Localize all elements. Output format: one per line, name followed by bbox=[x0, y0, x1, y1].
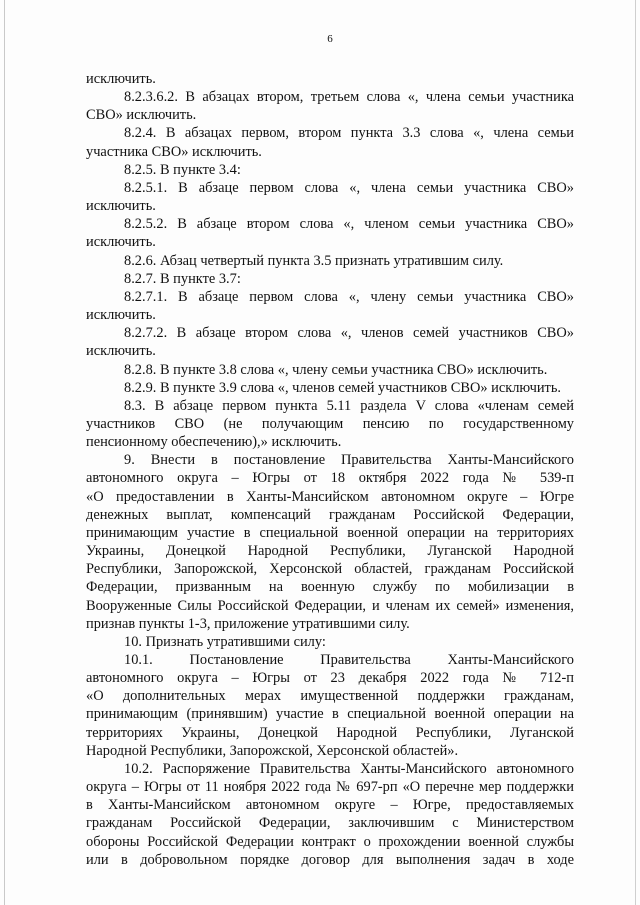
text-line: исключить. bbox=[86, 343, 156, 360]
text-line: участника СВО» исключить. bbox=[86, 143, 262, 160]
text-line: 8.2.9. В пункте 3.9 слова «, членов семей участников СВО» исключить. bbox=[124, 379, 561, 396]
text-line: или в добровольном порядке договор для выполнения задач в ходе bbox=[86, 851, 574, 868]
text-line: принимающим (принявшим) участие в специальной военной операции на bbox=[86, 706, 574, 723]
text-line: 8.3. В абзаце первом пункта 5.11 раздела V слова «членам семей bbox=[124, 397, 574, 414]
text-line: 8.2.5.1. В абзаце первом слова «, члена семьи участника СВО» bbox=[124, 179, 574, 196]
text-line: «О предоставлении в Ханты-Мансийском автономном округе – Югре bbox=[86, 488, 574, 505]
text-line: исключить. bbox=[86, 234, 156, 251]
text-line: в Ханты-Мансийском автономном округе – Югре, предоставляемых bbox=[86, 797, 574, 814]
text-line: исключить. bbox=[86, 71, 156, 87]
text-line: Вооруженные Силы Российской Федерации, и членам их семей» изменения, bbox=[86, 597, 574, 614]
text-line: принимающим участие в специальной военной операции на территориях bbox=[86, 524, 574, 541]
text-line: 8.2.8. В пункте 3.8 слова «, члену семьи участника СВО» исключить. bbox=[124, 361, 548, 378]
document-body-text bbox=[86, 70, 574, 869]
text-line: 10.2. Распоряжение Правительства Ханты-Мансийского автономного bbox=[124, 760, 574, 777]
text-line: Республики, Запорожской, Херсонской областей, гражданам Российской bbox=[86, 561, 574, 578]
text-line: 10.1. Постановление Правительства Ханты-Мансийского bbox=[124, 652, 574, 668]
text-line: округа – Югры от 11 ноября 2022 года № 697-рп «О перечне мер поддержки bbox=[86, 779, 574, 796]
text-line: участников СВО (не получающим пенсию по государственному bbox=[86, 415, 574, 432]
text-line: 8.2.7.2. В абзаце втором слова «, членов семей участников СВО» bbox=[124, 325, 574, 342]
text-line: территориях Украины, Донецкой Народной Республики, Луганской bbox=[86, 724, 574, 741]
text-line: автономного округа – Югры от 23 декабря 2022 года № 712-п bbox=[86, 670, 574, 687]
text-line: 8.2.5.2. В абзаце втором слова «, членом семьи участника СВО» bbox=[124, 216, 574, 233]
text-line: признав пункты 1-3, приложение утратившими силу. bbox=[86, 615, 410, 632]
text-line: 8.2.4. В абзацах первом, втором пункта 3.3 слова «, члена семьи bbox=[124, 125, 574, 142]
page-number: 6 bbox=[327, 33, 333, 45]
text-line: обороны Российской Федерации контракт о прохождении военной службы bbox=[86, 833, 574, 850]
text-line: 8.2.5. В пункте 3.4: bbox=[124, 161, 241, 178]
page-right-edge bbox=[635, 0, 636, 905]
text-line: 10. Признать утратившими силу: bbox=[124, 633, 326, 650]
text-line: денежных выплат, компенсаций гражданам Российской Федерации, bbox=[86, 506, 574, 523]
text-line: Федерации, призванным на военную службу по мобилизации в bbox=[86, 579, 574, 596]
text-line: гражданам Российской Федерации, заключившим с Министерством bbox=[86, 815, 574, 832]
text-line: исключить. bbox=[86, 307, 156, 324]
text-line: исключить. bbox=[86, 198, 156, 215]
text-line: 8.2.3.6.2. В абзацах втором, третьем слова «, члена семьи участника bbox=[124, 89, 574, 106]
text-line: 8.2.7.1. В абзаце первом слова «, члену семьи участника СВО» bbox=[124, 288, 574, 305]
text-line: «О дополнительных мерах имущественной поддержки гражданам, bbox=[86, 688, 574, 705]
text-line: 8.2.7. В пункте 3.7: bbox=[124, 270, 241, 287]
text-line: СВО» исключить. bbox=[86, 107, 197, 124]
text-line: 8.2.6. Абзац четвертый пункта 3.5 признать утратившим силу. bbox=[124, 252, 504, 269]
text-line: Украины, Донецкой Народной Республики, Луганской Народной bbox=[86, 543, 574, 560]
text-line: пенсионному обеспечению),» исключить. bbox=[86, 434, 342, 451]
text-line: автономного округа – Югры от 18 октября 2022 года № 539-п bbox=[86, 470, 574, 487]
text-line: Народной Республики, Запорожской, Херсонской областей». bbox=[86, 742, 459, 759]
text-line: 9. Внести в постановление Правительства Ханты-Мансийского bbox=[124, 452, 574, 469]
page-left-edge bbox=[4, 0, 5, 905]
